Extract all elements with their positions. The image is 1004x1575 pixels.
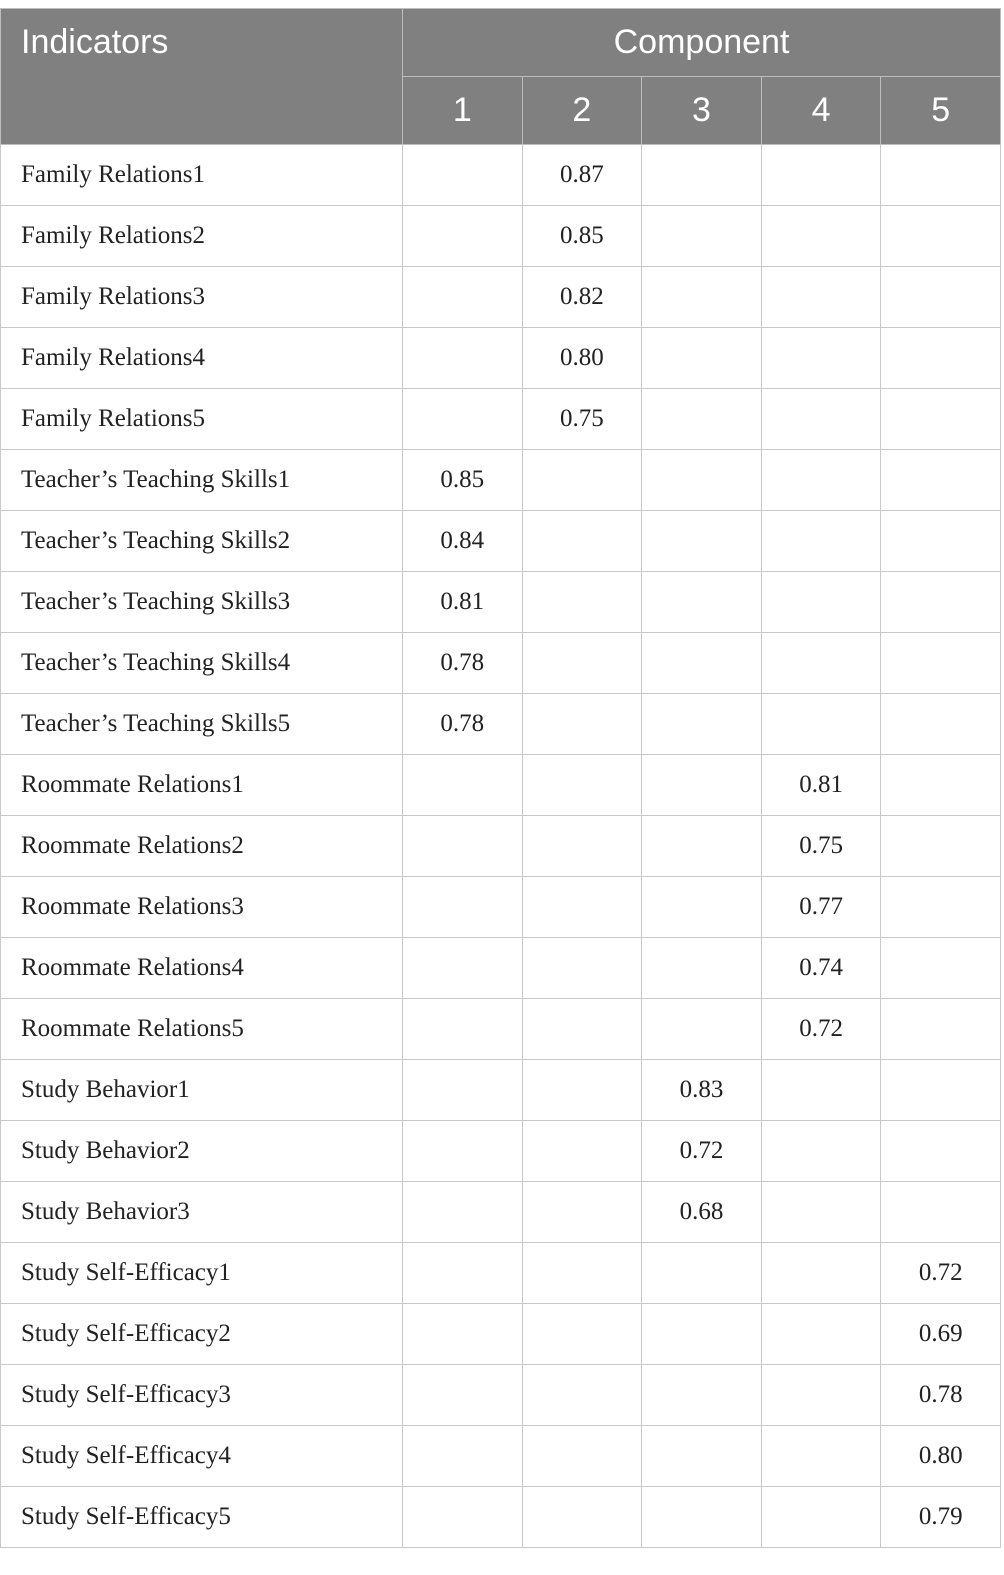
loading-cell <box>642 450 762 511</box>
loading-cell <box>403 267 523 328</box>
loading-cell <box>881 572 1001 633</box>
table-row <box>1 1487 1001 1548</box>
indicator-cell: Roommate Relations2 <box>1 816 403 877</box>
loading-cell <box>522 816 642 877</box>
loading-cell: 0.80 <box>881 1426 1001 1487</box>
loading-cell: 0.72 <box>761 999 881 1060</box>
loading-cell <box>761 267 881 328</box>
table-row <box>1 877 1001 938</box>
loading-cell <box>522 1426 642 1487</box>
table-row <box>1 999 1001 1060</box>
loading-cell <box>881 999 1001 1060</box>
table-row <box>1 1365 1001 1426</box>
loading-cell <box>642 145 762 206</box>
loading-cell <box>642 999 762 1060</box>
loading-cell <box>761 389 881 450</box>
loading-cell: 0.78 <box>403 694 523 755</box>
loading-cell <box>403 999 523 1060</box>
loading-cell: 0.78 <box>881 1365 1001 1426</box>
loading-cell <box>522 1304 642 1365</box>
loading-cell <box>403 1487 523 1548</box>
table-row <box>1 938 1001 999</box>
loading-cell <box>522 1487 642 1548</box>
table-row <box>1 450 1001 511</box>
indicator-cell: Teacher’s Teaching Skills5 <box>1 694 403 755</box>
loading-cell <box>761 1365 881 1426</box>
indicator-cell: Study Self-Efficacy2 <box>1 1304 403 1365</box>
loading-cell <box>642 877 762 938</box>
indicator-cell: Teacher’s Teaching Skills2 <box>1 511 403 572</box>
loading-cell <box>881 755 1001 816</box>
loading-cell <box>522 938 642 999</box>
table-row <box>1 1304 1001 1365</box>
loading-cell <box>761 572 881 633</box>
loading-cell <box>403 1182 523 1243</box>
indicator-cell: Teacher’s Teaching Skills1 <box>1 450 403 511</box>
component-number-header: 5 <box>881 77 1001 145</box>
table-container <box>0 8 1000 1548</box>
loading-cell <box>642 1243 762 1304</box>
loading-cell: 0.78 <box>403 633 523 694</box>
loading-cell <box>881 1121 1001 1182</box>
loading-cell <box>522 694 642 755</box>
indicator-cell: Study Behavior2 <box>1 1121 403 1182</box>
indicator-cell: Study Behavior1 <box>1 1060 403 1121</box>
loading-cell <box>761 145 881 206</box>
loading-cell <box>403 1121 523 1182</box>
loading-cell <box>403 755 523 816</box>
table-row <box>1 1060 1001 1121</box>
indicators-header: Indicators <box>1 9 403 145</box>
loading-cell <box>881 1182 1001 1243</box>
loading-cell <box>642 206 762 267</box>
table-row <box>1 633 1001 694</box>
loading-cell <box>403 328 523 389</box>
indicator-cell: Study Self-Efficacy3 <box>1 1365 403 1426</box>
component-loadings-table <box>0 8 1001 1548</box>
loading-cell <box>761 1487 881 1548</box>
indicator-cell: Family Relations2 <box>1 206 403 267</box>
loading-cell <box>403 1426 523 1487</box>
loading-cell <box>761 1426 881 1487</box>
header-row-top <box>1 9 1001 77</box>
loading-cell <box>881 328 1001 389</box>
loading-cell: 0.81 <box>761 755 881 816</box>
table-row <box>1 1426 1001 1487</box>
table-row <box>1 206 1001 267</box>
loading-cell <box>761 450 881 511</box>
loading-cell <box>642 1426 762 1487</box>
table-row <box>1 389 1001 450</box>
loading-cell <box>642 1304 762 1365</box>
indicator-cell: Family Relations5 <box>1 389 403 450</box>
loading-cell <box>642 816 762 877</box>
loading-cell <box>403 389 523 450</box>
table-row <box>1 694 1001 755</box>
loading-cell <box>881 1060 1001 1121</box>
indicator-cell: Study Self-Efficacy4 <box>1 1426 403 1487</box>
loading-cell <box>642 328 762 389</box>
table-row <box>1 1121 1001 1182</box>
loading-cell: 0.79 <box>881 1487 1001 1548</box>
loading-cell <box>761 694 881 755</box>
loading-cell <box>761 1182 881 1243</box>
loading-cell <box>881 145 1001 206</box>
loading-cell <box>761 1243 881 1304</box>
loading-cell <box>403 1365 523 1426</box>
loading-cell <box>642 267 762 328</box>
indicator-cell: Study Behavior3 <box>1 1182 403 1243</box>
indicator-cell: Family Relations1 <box>1 145 403 206</box>
indicator-cell: Study Self-Efficacy5 <box>1 1487 403 1548</box>
loading-cell <box>642 633 762 694</box>
indicator-cell: Roommate Relations4 <box>1 938 403 999</box>
loading-cell <box>403 206 523 267</box>
loading-cell <box>403 877 523 938</box>
loading-cell: 0.74 <box>761 938 881 999</box>
table-row <box>1 572 1001 633</box>
loading-cell <box>761 1304 881 1365</box>
loading-cell <box>522 755 642 816</box>
table-row <box>1 145 1001 206</box>
loading-cell <box>642 755 762 816</box>
loading-cell <box>761 1121 881 1182</box>
component-header: Component <box>403 9 1001 77</box>
loading-cell <box>761 328 881 389</box>
component-number-header: 2 <box>522 77 642 145</box>
loading-cell: 0.85 <box>403 450 523 511</box>
loading-cell <box>522 511 642 572</box>
loading-cell <box>642 938 762 999</box>
indicator-cell: Family Relations4 <box>1 328 403 389</box>
loading-cell <box>403 1060 523 1121</box>
loading-cell <box>522 1365 642 1426</box>
loading-cell: 0.75 <box>761 816 881 877</box>
loading-cell <box>522 1182 642 1243</box>
loading-cell <box>881 267 1001 328</box>
loading-cell <box>881 206 1001 267</box>
loading-cell: 0.69 <box>881 1304 1001 1365</box>
loading-cell <box>761 1060 881 1121</box>
loading-cell: 0.77 <box>761 877 881 938</box>
loading-cell <box>522 999 642 1060</box>
loading-cell <box>522 877 642 938</box>
component-number-header: 4 <box>761 77 881 145</box>
loading-cell <box>881 389 1001 450</box>
indicator-cell: Roommate Relations5 <box>1 999 403 1060</box>
loading-cell: 0.87 <box>522 145 642 206</box>
loading-cell <box>642 694 762 755</box>
loading-cell <box>881 511 1001 572</box>
loading-cell <box>881 938 1001 999</box>
loading-cell <box>881 450 1001 511</box>
table-body <box>1 145 1001 1548</box>
loading-cell: 0.81 <box>403 572 523 633</box>
loading-cell: 0.68 <box>642 1182 762 1243</box>
loading-cell <box>403 145 523 206</box>
table-row <box>1 816 1001 877</box>
loading-cell <box>642 1365 762 1426</box>
loading-cell <box>642 1487 762 1548</box>
loading-cell: 0.80 <box>522 328 642 389</box>
loading-cell: 0.75 <box>522 389 642 450</box>
indicator-cell: Roommate Relations3 <box>1 877 403 938</box>
loading-cell <box>642 389 762 450</box>
table-row <box>1 1243 1001 1304</box>
loading-cell: 0.84 <box>403 511 523 572</box>
loading-cell <box>403 1243 523 1304</box>
table-row <box>1 511 1001 572</box>
loading-cell <box>761 511 881 572</box>
loading-cell <box>642 572 762 633</box>
loading-cell: 0.72 <box>881 1243 1001 1304</box>
loading-cell <box>403 1304 523 1365</box>
loading-cell <box>522 572 642 633</box>
indicator-cell: Family Relations3 <box>1 267 403 328</box>
indicator-cell: Study Self-Efficacy1 <box>1 1243 403 1304</box>
loading-cell <box>522 450 642 511</box>
table-row <box>1 328 1001 389</box>
table-header <box>1 9 1001 145</box>
loading-cell <box>761 633 881 694</box>
loading-cell: 0.83 <box>642 1060 762 1121</box>
loading-cell <box>642 511 762 572</box>
table-row <box>1 267 1001 328</box>
loading-cell <box>403 816 523 877</box>
indicator-cell: Teacher’s Teaching Skills4 <box>1 633 403 694</box>
loading-cell <box>881 694 1001 755</box>
loading-cell <box>522 1060 642 1121</box>
component-number-header: 1 <box>403 77 523 145</box>
table-row <box>1 1182 1001 1243</box>
component-number-header: 3 <box>642 77 762 145</box>
loading-cell <box>761 206 881 267</box>
loading-cell <box>522 1243 642 1304</box>
loading-cell: 0.85 <box>522 206 642 267</box>
loading-cell: 0.72 <box>642 1121 762 1182</box>
loading-cell <box>522 633 642 694</box>
indicator-cell: Roommate Relations1 <box>1 755 403 816</box>
loading-cell: 0.82 <box>522 267 642 328</box>
loading-cell <box>522 1121 642 1182</box>
table-row <box>1 755 1001 816</box>
loading-cell <box>881 633 1001 694</box>
loading-cell <box>881 816 1001 877</box>
indicator-cell: Teacher’s Teaching Skills3 <box>1 572 403 633</box>
loading-cell <box>881 877 1001 938</box>
loading-cell <box>403 938 523 999</box>
